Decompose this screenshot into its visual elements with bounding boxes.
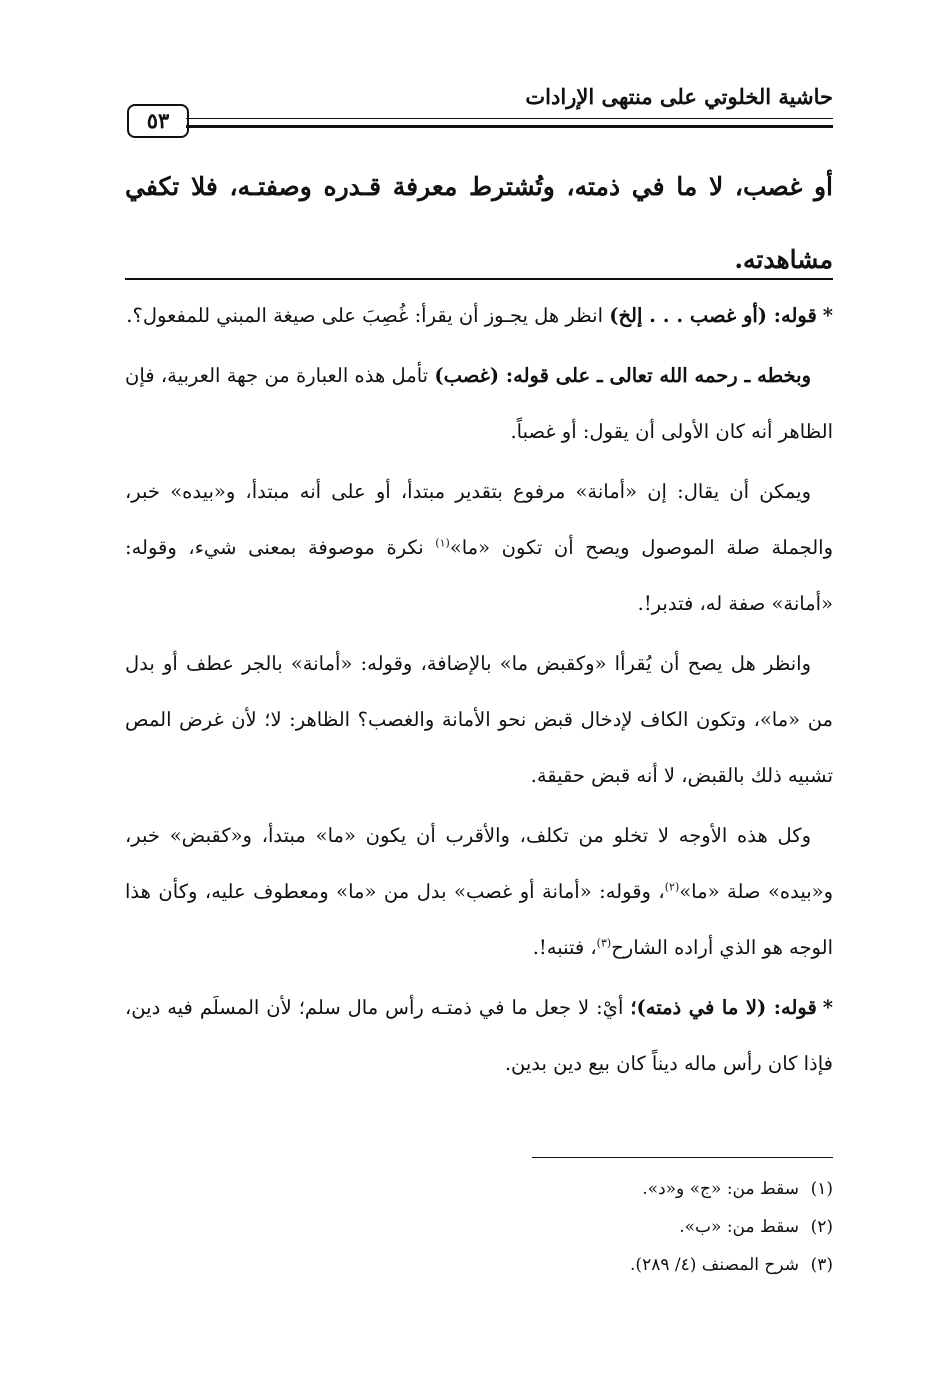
paragraph-text: أيْ: لا جعل ما في ذمتـه رأس مال سلم؛ لأن المسلَم فيه دين، فإذا كان رأس ماله ديناً كان بيع دين بدين. (125, 996, 833, 1075)
matn-separator-rule (125, 278, 833, 280)
lemma-heading: قوله: (أو غصب . . . إلخ) (609, 304, 817, 327)
footnote-text: شرح المصنف (٤/ ٢٨٩). (630, 1255, 799, 1275)
paragraph-text: وكل هذه الأوجه لا تخلو من تكلف، والأقرب أن يكون «ما» مبتدأ، و«كقبض» خبر، و«بيده» صلة «ما» (125, 824, 834, 903)
footnote-number: (١) (810, 1179, 833, 1199)
paragraph-text: نكرة موصوفة بمعنى شيء، وقوله: «أمانة» صفة له، فتدبر!. (125, 536, 833, 615)
header-double-rule (186, 118, 833, 128)
paragraph-text: ، فتنبه!. (532, 936, 597, 959)
footnotes-list (125, 1170, 833, 1284)
page-number-box: ٥٣ (127, 104, 189, 138)
paragraph-text: تأمل هذه العبارة من جهة العربية، فإن الظاهر أنه كان الأولى أن يقول: أو غصباً. (125, 364, 833, 443)
footnote-item (125, 1208, 833, 1246)
lemma-heading: وبخطه ـ رحمه الله تعالى ـ على قوله: (غصب) (434, 364, 811, 387)
footnote-marker-1[interactable]: (١) (435, 536, 450, 550)
commentary-paragraph-5 (125, 808, 833, 976)
asterisk-icon: * (822, 996, 833, 1019)
commentary-paragraph-1 (125, 288, 833, 344)
asterisk-icon: * (822, 304, 833, 327)
footnote-item (125, 1246, 833, 1284)
commentary-body (125, 288, 833, 1096)
commentary-paragraph-4: وانظر هل يصح أن يُقرأا «وكقبض ما» بالإضافة، وقوله: «أمانة» بالجر عطف أو بدل من «ما»، وتكون الكاف لإدخال قبض نحو الأمانة والغصب؟ الظاهر: لا؛ لأن غرض المص تشبيه ذلك بالقبض، لا أنه قبض حقيقة. (125, 652, 833, 787)
footnote-separator-rule (532, 1157, 833, 1158)
footnote-marker-2[interactable]: (٢) (664, 880, 680, 894)
commentary-paragraph-3 (125, 464, 833, 632)
footnote-text: سقط من: «ب». (679, 1217, 799, 1237)
running-title: حاشية الخلوتي على منتهى الإرادات (525, 84, 833, 109)
footnote-text: سقط من: «ج» و«د». (642, 1179, 799, 1199)
paragraph-text: ، وقوله: «أمانة أو غصب» بدل من «ما» ومعطوف عليه، وكأن هذا الوجه هو الذي أراده الشارح (125, 880, 833, 959)
matn-text: أو غصب، لا ما في ذمته، وتُشترط معرفة قـدره وصفتـه، فلا تكفي مشاهدته. (125, 172, 833, 274)
footnote-marker-3[interactable]: (٣) (596, 936, 612, 950)
commentary-paragraph-6 (125, 980, 833, 1092)
footnote-item (125, 1170, 833, 1208)
lemma-heading: قوله: (لا ما في ذمته)؛ (630, 996, 817, 1019)
footnote-number: (٣) (810, 1255, 833, 1275)
paragraph-text: ويمكن أن يقال: إن «أمانة» مرفوع بتقدير مبتدأ، أو على أنه مبتدأ، و«بيده» خبر، والجملة صلة الموصول ويصح أن تكون «ما» (125, 480, 833, 559)
footnote-number: (٢) (810, 1217, 833, 1237)
paragraph-text: انظر هل يجـوز أن يقرأ: غُصِبَ على صيغة المبني للمفعول؟. (126, 304, 610, 327)
commentary-paragraph-2 (125, 348, 833, 460)
